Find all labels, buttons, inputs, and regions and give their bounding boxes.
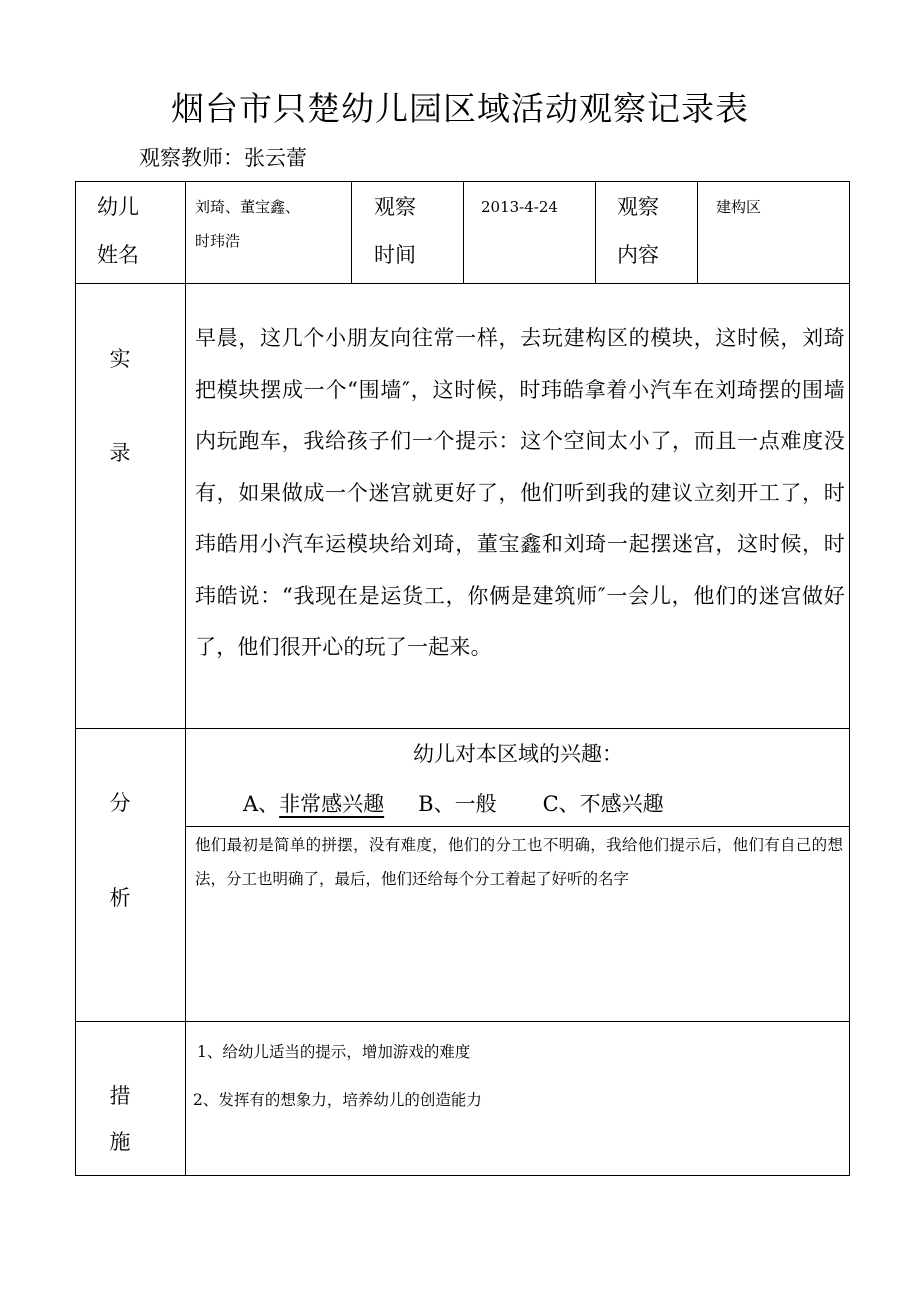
- row-divider-record: [75, 728, 850, 729]
- children-names: 刘琦、董宝鑫、 时玮浩: [195, 198, 301, 250]
- table-border-left: [75, 181, 76, 1176]
- table-border-bottom: [75, 1175, 850, 1176]
- row-divider-analysis: [75, 1021, 850, 1022]
- content-value: 建构区: [716, 198, 762, 216]
- record-label-1: 实: [109, 347, 131, 371]
- label-column-divider: [185, 181, 186, 1176]
- measures-label-2: 施: [109, 1130, 131, 1154]
- row-divider-interest: [186, 826, 850, 827]
- teacher-label: 观察教师：: [139, 146, 244, 170]
- info-divider-3: [595, 181, 596, 284]
- analysis-label-2: 析: [109, 886, 131, 910]
- info-divider-2: [463, 181, 464, 284]
- page-title: 烟台市只楚幼儿园区域活动观察记录表: [171, 89, 749, 128]
- content-label: 观察 内容: [617, 195, 659, 267]
- measures-label-1: 措: [109, 1084, 131, 1108]
- time-label: 观察 时间: [374, 195, 416, 267]
- option-a-selected: 非常感兴趣: [279, 792, 385, 816]
- analysis-text: 他们最初是简单的拼摆，没有难度，他们的分工也不明确，我给他们提示后，他们有自己的想法，分工也明确了，最后，他们还给每个分工着起了好听的名字: [195, 836, 843, 888]
- option-b: B、一般: [418, 792, 497, 816]
- analysis-label-1: 分: [109, 791, 131, 815]
- time-value: 2013-4-24: [481, 198, 558, 216]
- table-border-right: [849, 181, 850, 1176]
- teacher-line: [139, 142, 307, 174]
- measure-item-2: 2、发挥有的想象力，培养幼儿的创造能力: [193, 1091, 482, 1109]
- interest-question: 幼儿对本区域的兴趣：: [413, 742, 623, 766]
- teacher-name: 张云蕾: [244, 146, 307, 170]
- info-divider-1: [351, 181, 352, 284]
- interest-options: [243, 784, 664, 824]
- record-label-2: 录: [109, 441, 131, 465]
- measure-item-1: 1、给幼儿适当的提示，增加游戏的难度: [197, 1043, 471, 1061]
- info-divider-4: [697, 181, 698, 284]
- option-c: C、不感兴趣: [542, 792, 664, 816]
- children-label: 幼儿 姓名: [97, 195, 139, 267]
- option-a: A、非常感兴趣: [243, 784, 398, 824]
- record-text: 早晨，这几个小朋友向往常一样，去玩建构区的模块，这时候，刘琦把模块摆成一个“围墙″，这时候，时玮皓拿着小汽车在刘琦摆的围墙内玩跑车，我给孩子们一个提示：这个空间太小了，而且一点难度没有，如果做成一个迷宫就更好了，他们听到我的建议立刻开工了，时玮皓用小汽车运模块给刘琦，董宝鑫和刘琦一起摆迷宫，这时候，时玮皓说：“我现在是运货工，你俩是建筑师″一会儿，他们的迷宫做好了，他们很开心的玩了一起来。: [195, 326, 845, 659]
